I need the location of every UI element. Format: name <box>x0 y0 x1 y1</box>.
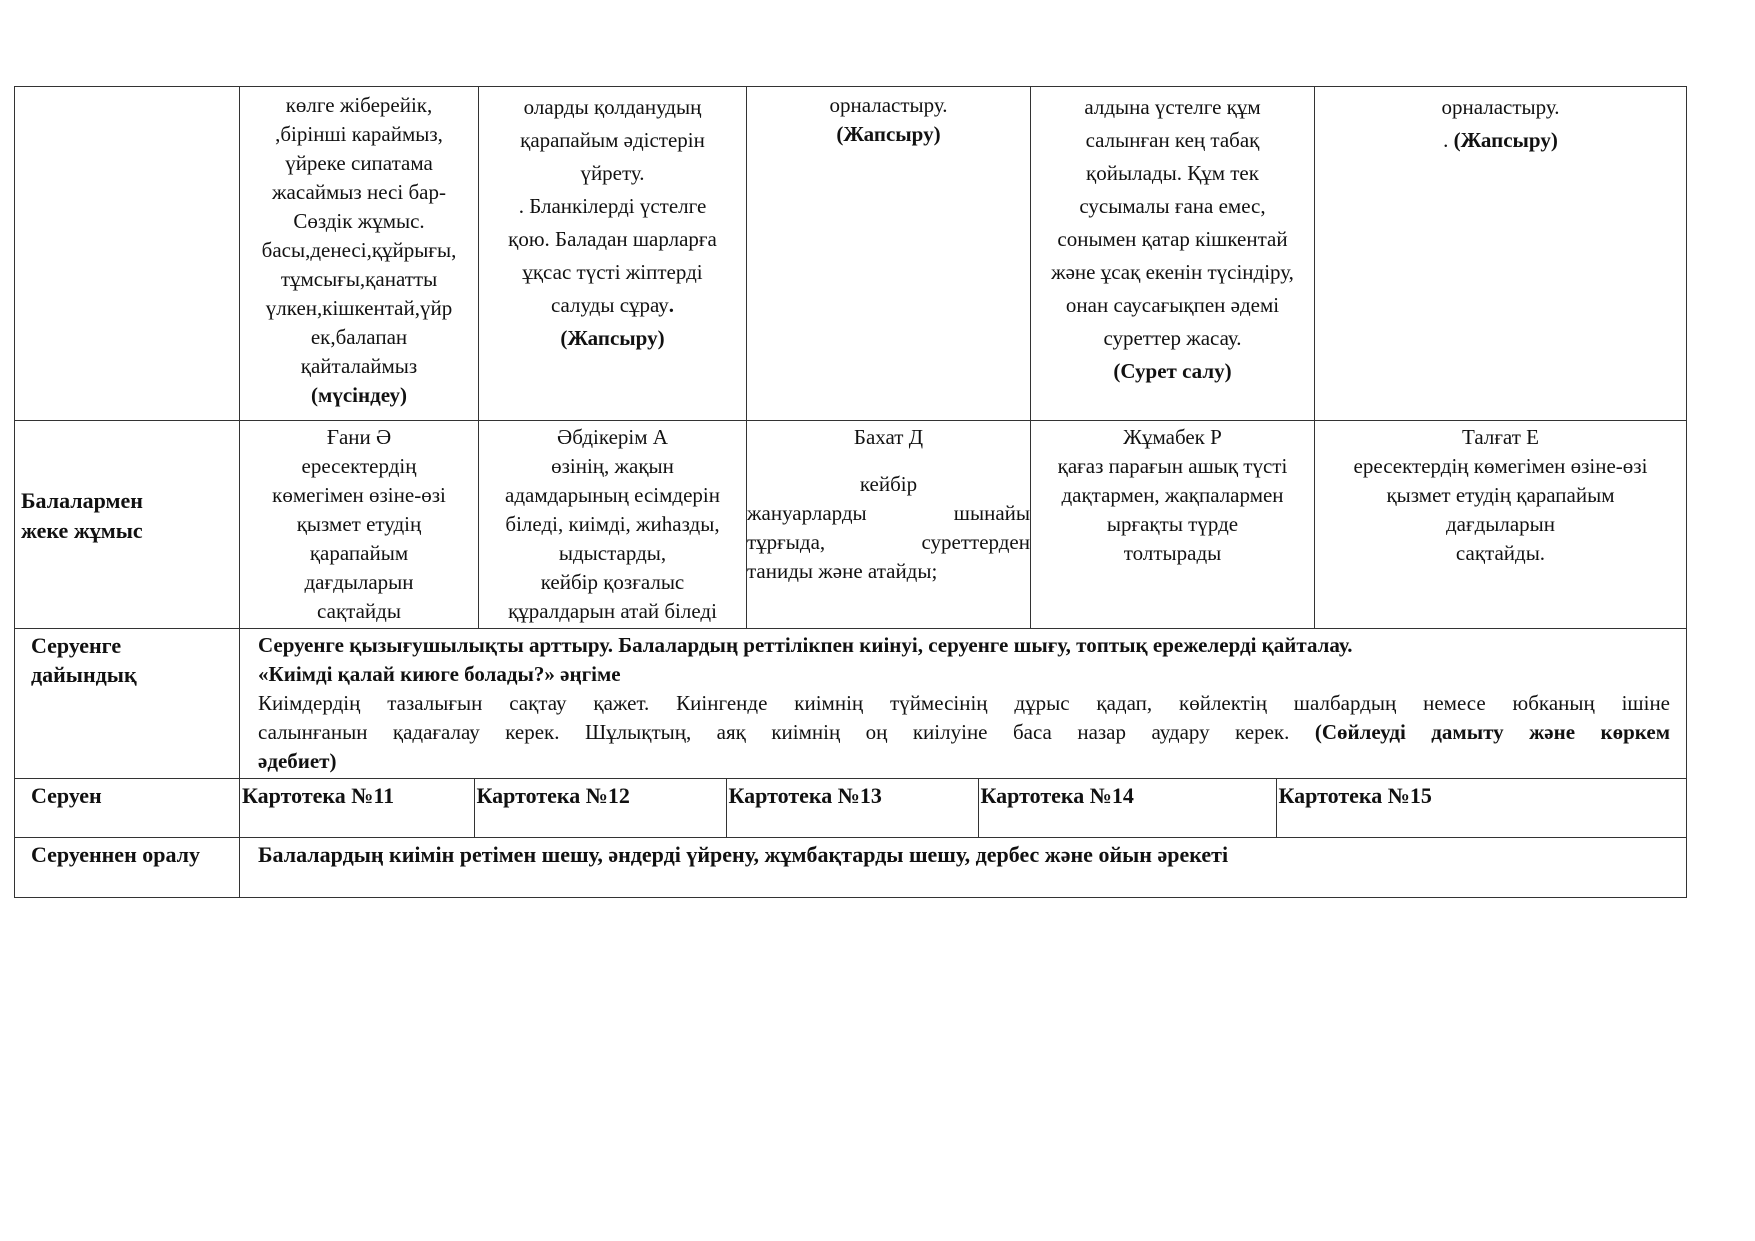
individual-work-row <box>15 421 1687 629</box>
cell-line: үлкен,кішкентай,үйр <box>265 296 453 320</box>
individual-cell-5 <box>1315 421 1687 629</box>
activity-tag: (Сурет салу) <box>1113 359 1232 383</box>
walk-prep-body: салынғанын қадағалау керек. Шұлықтың, аяқ киімнің оң киілуіне баса назар аудару керек. <box>258 720 1290 744</box>
cell-line: . Бланкілерді үстелге <box>518 194 707 218</box>
cell-line: таниды және атайды; <box>747 559 938 583</box>
cell-line: орналастыру. <box>1441 95 1560 119</box>
cell-line: адамдарының есімдерін <box>505 483 720 507</box>
row-label: жеке жұмыс <box>21 517 143 543</box>
card-index-13: Картотека №13 <box>726 779 978 837</box>
cell-line: ыдыстарды, <box>558 541 667 565</box>
cell-line: ұқсас түсті жіптерді <box>522 260 703 284</box>
cell-line: дағдыларын <box>1445 512 1556 536</box>
cell-line: қызмет етудің <box>296 512 422 536</box>
cell-line: жасаймыз несі бар- <box>272 180 446 204</box>
walk-prep-body: Киімдердің тазалығын сақтау қажет. Киінгенде киімнің түймесінің дұрыс қадап, көйлектің шалбардың немесе юбканың ішіне <box>258 691 1670 715</box>
cell-line: Сөздік жұмыс. <box>293 209 425 233</box>
cell-line: қарапайым әдістерін <box>520 128 705 152</box>
cell-line: салуды сұрау <box>550 293 669 317</box>
child-name: Талғат Е <box>1462 425 1539 449</box>
cell-line: салынған кең табақ <box>1085 128 1260 152</box>
cell-line: кейбір қозғалыс <box>540 570 685 594</box>
individual-cell-4 <box>1031 421 1315 629</box>
individual-cell-2 <box>479 421 747 629</box>
activity-tag: (Жапсыру) <box>836 122 941 146</box>
cell-line: алдына үстелге құм <box>1084 95 1261 119</box>
walk-prep-area-tag: (Сөйлеуді дамыту және көркем <box>1314 720 1670 744</box>
card-index-table <box>240 779 1687 837</box>
row-label: Серуен <box>31 783 102 808</box>
continuation-cell-4 <box>1031 87 1315 421</box>
continuation-cell-5 <box>1315 87 1687 421</box>
cell-line: дақтармен, жақпалармен <box>1061 483 1284 507</box>
individual-cell-3 <box>747 421 1031 629</box>
cell-line: оларды қолданудың <box>523 95 702 119</box>
cell-line: ек,балапан <box>310 325 408 349</box>
continuation-cell-1 <box>240 87 479 421</box>
continuation-cell-3 <box>747 87 1031 421</box>
cell-line: және ұсақ екенін түсіндіру, <box>1051 260 1294 284</box>
cell-line: көмегімен өзіне-өзі <box>272 483 446 507</box>
card-index-15: Картотека №15 <box>1278 783 1432 808</box>
cell-line: сақтайды. <box>1455 541 1546 565</box>
walk-row <box>15 779 1687 838</box>
return-text: Балалардың киімін ретімен шешу, әндерді үйрену, жұмбақтарды шешу, дербес және ойын әрекеті <box>258 842 1229 867</box>
cell-line: сақтайды <box>317 599 401 623</box>
activity-tag: (Жапсыру) <box>1453 128 1558 152</box>
cell-line-period: . <box>668 293 675 317</box>
walk-prep-heading: Серуенге қызығушылықты арттыру. Балалардың реттілікпен киінуі, серуенге шығу, топтық ережелерді қайталау. <box>258 633 1353 657</box>
cell-line: өзінің, жақын <box>551 454 674 478</box>
cell-line: дағдыларын <box>304 570 414 594</box>
cell-line: орналастыру. <box>829 93 948 117</box>
row-label: дайындық <box>31 662 137 687</box>
cell-line: онан саусағықпен әдемі <box>1065 293 1280 317</box>
cell-line: қайталаймыз <box>300 354 418 378</box>
cell-line: үйрету. <box>580 161 645 185</box>
child-name: Бахат Д <box>853 425 924 449</box>
child-name: Жұмабек Р <box>1123 425 1222 449</box>
continuation-label-cell <box>15 87 240 421</box>
cell-line: ересектердің көмегімен өзіне-өзі <box>1353 454 1648 478</box>
cell-line: қызмет етудің қарапайым <box>1386 483 1615 507</box>
cell-line: ырғақты түрде <box>1106 512 1239 536</box>
cell-line: құралдарын атай біледі <box>508 599 717 623</box>
walk-prep-subheading: «Киімді қалай киюге болады?» әңгіме <box>258 662 621 686</box>
cell-line: кейбір <box>859 472 918 496</box>
individual-work-label-cell <box>15 421 240 629</box>
cell-line: үйреке сипатама <box>285 151 433 175</box>
return-label-cell <box>15 838 240 898</box>
continuation-cell-2 <box>479 87 747 421</box>
child-name: Әбдікерім А <box>557 425 668 449</box>
cell-line: қойылады. Құм тек <box>1086 161 1259 185</box>
cell-line: ересектердің <box>301 454 417 478</box>
cell-line: сонымен қатар кішкентай <box>1057 227 1288 251</box>
return-row <box>15 838 1687 898</box>
row-label: Серуенге <box>31 633 122 658</box>
activity-tag: (Жапсыру) <box>560 326 665 350</box>
cell-line: басы,денесі,құйрығы, <box>261 238 457 262</box>
walk-prep-content-cell <box>240 629 1687 779</box>
row-label: Балалармен <box>21 487 143 513</box>
cell-line: қағаз парағын ашық түсті <box>1057 454 1288 478</box>
cell-line: біледі, киімді, жиһазды, <box>505 512 720 536</box>
cell-line: ,бірінші караймыз, <box>275 122 443 146</box>
cell-line: суреттер жасау. <box>1103 326 1242 350</box>
walk-prep-row <box>15 629 1687 779</box>
walk-prep-area-tag: әдебиет) <box>258 749 337 773</box>
plan-table-upper <box>14 86 1687 629</box>
return-content-cell <box>240 838 1687 898</box>
cell-line: толтырады <box>1123 541 1222 565</box>
cell-line: көлге жіберейік, <box>285 93 433 117</box>
walk-prep-label-cell <box>15 629 240 779</box>
walk-label-cell <box>15 779 240 838</box>
row-label: Серуеннен оралу <box>31 842 201 867</box>
cell-line: қою. Баладан шарларға <box>508 227 717 251</box>
card-index-12: Картотека №12 <box>474 779 726 837</box>
activity-tag: (мүсіндеу) <box>311 383 407 407</box>
cell-line: тұмсығы,қанатты <box>280 267 438 291</box>
individual-cell-1 <box>240 421 479 629</box>
cell-line-prefix: . <box>1443 128 1454 152</box>
child-name: Ғани Ә <box>326 425 392 449</box>
cell-line: тұрғыда, суреттерден <box>747 530 1030 554</box>
cell-line: қарапайым <box>309 541 409 565</box>
card-index-14: Картотека №14 <box>978 779 1276 837</box>
continuation-row <box>15 87 1687 421</box>
card-index-11: Картотека №11 <box>240 779 474 837</box>
cell-line: сусымалы ғана емес, <box>1079 194 1266 218</box>
plan-table-lower <box>14 628 1687 898</box>
walk-content-cell <box>240 779 1687 838</box>
cell-line: жануарларды шынайы <box>747 501 1030 525</box>
